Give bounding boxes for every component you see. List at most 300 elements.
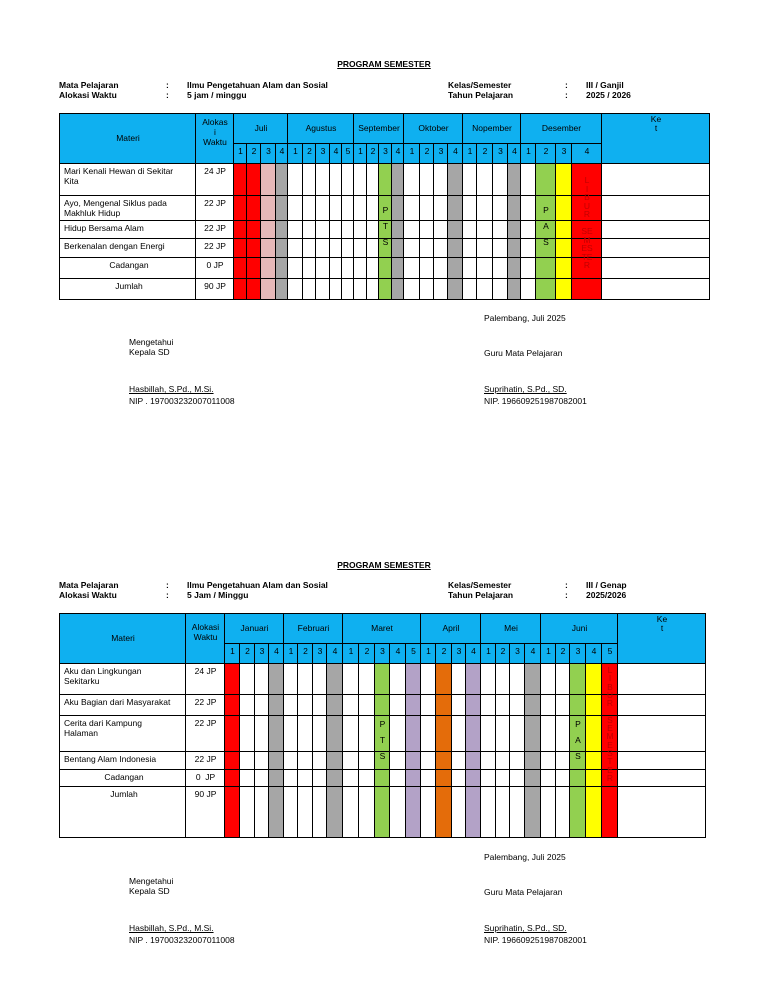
schedule-cell	[261, 239, 276, 258]
schedule-cell	[234, 164, 247, 196]
week-number: 4	[584, 146, 590, 156]
week-number: 1	[293, 146, 298, 156]
pts-label: P T S	[382, 205, 389, 247]
schedule-cell	[448, 258, 463, 279]
jp-text: 22 JP	[194, 754, 217, 764]
schedule-cell	[276, 164, 288, 196]
schedule-cell	[327, 752, 343, 770]
schedule-cell	[556, 695, 570, 716]
schedule-cell	[404, 196, 420, 221]
schedule-cell	[276, 258, 288, 279]
schedule-cell	[496, 664, 510, 695]
ket-cell	[602, 258, 710, 279]
schedule-cell	[493, 239, 508, 258]
schedule-cell	[303, 239, 316, 258]
schedule-cell	[354, 279, 367, 300]
schedule-cell	[284, 716, 298, 752]
schedule-cell	[276, 239, 288, 258]
schedule-cell	[288, 196, 303, 221]
schedule-cell	[269, 752, 284, 770]
schedule-cell	[541, 752, 556, 770]
schedule-cell	[463, 279, 477, 300]
schedule-cell	[342, 196, 354, 221]
schedule-cell	[434, 221, 448, 239]
jp-text: 90 JP	[204, 281, 226, 291]
ket-cell	[618, 716, 706, 752]
schedule-cell	[342, 164, 354, 196]
header-ket-label: Ke t	[650, 114, 662, 133]
kepala-name: Hasbillah, S.Pd., M.Si.	[129, 384, 214, 394]
schedule-cell	[284, 787, 298, 838]
schedule-cell	[327, 664, 343, 695]
schedule-cell	[477, 196, 493, 221]
schedule-cell	[525, 752, 541, 770]
schedule-cell	[541, 716, 556, 752]
ket-cell	[618, 664, 706, 695]
ket-cell	[618, 787, 706, 838]
schedule-cell	[303, 258, 316, 279]
alokasi-value: 5 jam / minggu	[187, 90, 247, 100]
schedule-cell	[313, 752, 327, 770]
mapel-label: Mata Pelajaran	[59, 580, 119, 590]
schedule-cell	[420, 258, 434, 279]
schedule-cell	[452, 716, 466, 752]
schedule-cell	[448, 221, 463, 239]
week-number: 1	[467, 146, 473, 156]
schedule-cell	[463, 258, 477, 279]
materi-text: Ayo, Mengenal Siklus pada Makhluk Hidup	[64, 198, 167, 218]
schedule-cell	[404, 164, 420, 196]
place-date: Palembang, Juli 2025	[484, 852, 566, 862]
schedule-cell	[452, 664, 466, 695]
materi-text: Mari Kenali Hewan di Sekitar Kita	[64, 166, 174, 186]
schedule-cell	[343, 716, 359, 752]
month-name: Oktober	[418, 123, 449, 133]
schedule-cell	[452, 695, 466, 716]
schedule-cell	[225, 695, 240, 716]
schedule-cell	[392, 258, 404, 279]
schedule-cell	[390, 695, 406, 716]
schedule-cell	[481, 716, 496, 752]
schedule-cell	[508, 239, 521, 258]
schedule-cell	[298, 716, 313, 752]
schedule-cell	[288, 258, 303, 279]
week-number: 3	[515, 646, 520, 656]
schedule-cell	[436, 695, 452, 716]
schedule-cell	[316, 258, 330, 279]
schedule-cell	[255, 695, 269, 716]
schedule-cell	[448, 164, 463, 196]
schedule-cell	[556, 258, 572, 279]
schedule-cell	[556, 716, 570, 752]
materi-text: Hidup Bersama Alam	[64, 223, 144, 233]
materi-text: Berkenalan dengan Energi	[64, 241, 165, 251]
schedule-cell	[406, 770, 421, 787]
week-number: 2	[303, 646, 308, 656]
tahun-value: 2025 / 2026	[586, 90, 631, 100]
week-number: 2	[245, 646, 250, 656]
ket-cell	[602, 279, 710, 300]
schedule-cell	[255, 716, 269, 752]
week-number: 2	[560, 646, 566, 656]
mengetahui: Mengetahui	[129, 337, 174, 347]
schedule-cell	[556, 770, 570, 787]
schedule-cell	[406, 752, 421, 770]
week-number: 1	[358, 146, 363, 156]
schedule-cell	[496, 752, 510, 770]
schedule-cell	[436, 716, 452, 752]
schedule-cell	[525, 695, 541, 716]
schedule-cell	[434, 279, 448, 300]
guru-label: Guru Mata Pelajaran	[484, 887, 563, 897]
schedule-cell	[404, 221, 420, 239]
schedule-cell	[392, 239, 404, 258]
week-number: 4	[471, 646, 476, 656]
schedule-cell	[477, 239, 493, 258]
schedule-cell	[330, 164, 342, 196]
schedule-cell	[359, 664, 375, 695]
jp-text: 24 JP	[194, 666, 217, 676]
kelas-label: Kelas/Semester	[448, 80, 512, 90]
kelas-value: III / Genap	[586, 580, 627, 590]
schedule-cell	[255, 664, 269, 695]
schedule-cell	[240, 752, 255, 770]
month-name: Juni	[571, 623, 588, 633]
week-number: 4	[395, 646, 401, 656]
schedule-cell	[525, 716, 541, 752]
schedule-cell	[225, 716, 240, 752]
schedule-cell	[330, 258, 342, 279]
colon: :	[166, 80, 169, 90]
schedule-cell	[434, 239, 448, 258]
guru-label: Guru Mata Pelajaran	[484, 348, 563, 358]
schedule-cell	[375, 664, 390, 695]
schedule-cell	[303, 221, 316, 239]
schedule-cell	[404, 239, 420, 258]
week-number: 4	[333, 146, 339, 156]
schedule-cell	[354, 164, 367, 196]
schedule-cell	[298, 787, 313, 838]
tahun-label: Tahun Pelajaran	[448, 590, 514, 600]
schedule-cell	[448, 196, 463, 221]
week-number: 4	[279, 146, 285, 156]
schedule-cell	[298, 752, 313, 770]
schedule-cell	[570, 695, 586, 716]
schedule-cell	[541, 695, 556, 716]
alokasi-value: 5 Jam / Minggu	[187, 590, 249, 600]
week-number: 2	[251, 146, 257, 156]
schedule-cell	[354, 239, 367, 258]
schedule-cell	[354, 221, 367, 239]
schedule-cell	[247, 164, 261, 196]
schedule-cell	[421, 695, 436, 716]
schedule-cell	[404, 258, 420, 279]
month-name: Mei	[504, 623, 518, 633]
schedule-cell	[255, 787, 269, 838]
schedule-cell	[448, 239, 463, 258]
schedule-cell	[570, 664, 586, 695]
schedule-cell	[406, 716, 421, 752]
alokasi-label: Alokasi Waktu	[59, 590, 117, 600]
schedule-cell	[313, 695, 327, 716]
tahun-value: 2025/2026	[586, 590, 627, 600]
schedule-cell	[525, 787, 541, 838]
schedule-cell	[493, 279, 508, 300]
schedule-cell	[234, 196, 247, 221]
schedule-cell	[261, 164, 276, 196]
week-number: 2	[500, 646, 506, 656]
schedule-cell	[586, 770, 602, 787]
schedule-cell	[392, 164, 404, 196]
schedule-cell	[359, 716, 375, 752]
schedule-cell	[379, 164, 392, 196]
schedule-cell	[261, 258, 276, 279]
schedule-cell	[234, 239, 247, 258]
schedule-cell	[508, 164, 521, 196]
schedule-cell	[343, 787, 359, 838]
week-number: 2	[307, 146, 312, 156]
schedule-cell	[225, 664, 240, 695]
schedule-cell	[521, 279, 536, 300]
schedule-cell	[276, 279, 288, 300]
schedule-cell	[420, 239, 434, 258]
colon: :	[565, 90, 568, 100]
week-number: 5	[345, 146, 351, 156]
schedule-cell	[421, 752, 436, 770]
schedule-cell	[240, 787, 255, 838]
schedule-cell	[493, 164, 508, 196]
ket-cell	[602, 196, 710, 221]
libur-label: L I B U R SE M ES TE R	[581, 175, 593, 270]
schedule-cell	[276, 221, 288, 239]
schedule-cell	[525, 770, 541, 787]
pts-label: P T S	[379, 719, 386, 761]
schedule-cell	[586, 716, 602, 752]
schedule-cell	[493, 258, 508, 279]
schedule-cell	[536, 164, 556, 196]
schedule-cell	[367, 239, 379, 258]
materi-text: Cadangan	[104, 772, 144, 782]
colon: :	[565, 580, 568, 590]
schedule-cell	[434, 196, 448, 221]
schedule-cell	[359, 752, 375, 770]
schedule-cell	[316, 279, 330, 300]
schedule-cell	[303, 196, 316, 221]
schedule-cell	[269, 664, 284, 695]
schedule-cell	[367, 221, 379, 239]
week-number: 1	[348, 646, 354, 656]
schedule-cell	[284, 770, 298, 787]
schedule-cell	[521, 221, 536, 239]
schedule-cell	[316, 164, 330, 196]
schedule-cell	[508, 279, 521, 300]
week-number: 3	[383, 146, 388, 156]
schedule-cell	[298, 664, 313, 695]
week-number: 4	[591, 646, 597, 656]
schedule-cell	[288, 239, 303, 258]
materi-text: Aku dan Lingkungan Sekitarku	[64, 666, 142, 686]
schedule-cell	[390, 664, 406, 695]
schedule-cell	[367, 164, 379, 196]
schedule-cell	[343, 664, 359, 695]
week-number: 3	[561, 146, 567, 156]
tahun-label: Tahun Pelajaran	[448, 90, 514, 100]
materi-text: Cadangan	[109, 260, 149, 270]
week-number: 3	[380, 646, 385, 656]
schedule-cell	[493, 196, 508, 221]
kelas-label: Kelas/Semester	[448, 580, 512, 590]
week-number: 4	[274, 646, 279, 656]
jp-text: 0 JP	[206, 260, 224, 270]
schedule-cell	[276, 196, 288, 221]
schedule-cell	[508, 196, 521, 221]
month-name: Januari	[240, 623, 269, 633]
jp-text: 0 JP	[195, 772, 216, 782]
schedule-cell	[541, 664, 556, 695]
schedule-cell	[303, 279, 316, 300]
schedule-cell	[420, 279, 434, 300]
schedule-cell	[261, 221, 276, 239]
schedule-cell	[327, 770, 343, 787]
schedule-cell	[463, 164, 477, 196]
schedule-cell	[477, 279, 493, 300]
schedule-cell	[556, 221, 572, 239]
schedule-cell	[261, 279, 276, 300]
kepala-label: Kepala SD	[129, 347, 170, 357]
header-ket-label: Ke t	[656, 614, 668, 633]
schedule-cell	[556, 239, 572, 258]
schedule-cell	[463, 221, 477, 239]
schedule-cell	[247, 239, 261, 258]
schedule-cell	[496, 787, 510, 838]
schedule-cell	[466, 664, 481, 695]
schedule-cell	[261, 196, 276, 221]
schedule-cell	[342, 279, 354, 300]
schedule-cell	[525, 664, 541, 695]
week-number: 3	[498, 146, 503, 156]
schedule-cell	[510, 770, 525, 787]
jp-text: 22 JP	[204, 241, 226, 251]
schedule-cell	[452, 787, 466, 838]
schedule-cell	[327, 695, 343, 716]
schedule-cell	[481, 664, 496, 695]
kepala-name: Hasbillah, S.Pd., M.Si.	[129, 923, 214, 933]
schedule-cell	[247, 279, 261, 300]
schedule-cell	[247, 221, 261, 239]
schedule-cell	[466, 770, 481, 787]
schedule-cell	[392, 279, 404, 300]
schedule-cell	[330, 221, 342, 239]
schedule-cell	[313, 664, 327, 695]
schedule-cell	[406, 695, 421, 716]
week-number: 3	[456, 646, 462, 656]
schedule-cell	[452, 752, 466, 770]
week-number: 5	[607, 646, 613, 656]
schedule-cell	[541, 770, 556, 787]
month-name: Nopember	[472, 123, 512, 133]
pas-label: P A S	[543, 205, 549, 247]
materi-text: Cerita dari Kampung Halaman	[64, 718, 142, 738]
mapel-label: Mata Pelajaran	[59, 80, 119, 90]
schedule-cell	[510, 752, 525, 770]
schedule-cell	[288, 164, 303, 196]
schedule-cell	[225, 752, 240, 770]
schedule-cell	[247, 196, 261, 221]
week-number: 3	[320, 146, 326, 156]
ket-cell	[602, 221, 710, 239]
schedule-cell	[269, 787, 284, 838]
schedule-cell	[240, 695, 255, 716]
week-number: 2	[441, 646, 447, 656]
schedule-cell	[556, 196, 572, 221]
schedule-cell	[234, 279, 247, 300]
schedule-cell	[298, 695, 313, 716]
schedule-cell	[510, 787, 525, 838]
month-name: Februari	[297, 623, 330, 633]
schedule-cell	[586, 787, 602, 838]
week-number: 3	[438, 146, 444, 156]
schedule-cell	[390, 752, 406, 770]
schedule-cell	[269, 695, 284, 716]
schedule-cell	[508, 258, 521, 279]
week-number: 2	[424, 146, 430, 156]
schedule-cell	[316, 239, 330, 258]
ket-cell	[618, 695, 706, 716]
schedule-cell	[448, 279, 463, 300]
month-name: Agustus	[305, 123, 337, 133]
schedule-cell	[434, 164, 448, 196]
jp-text: 90 JP	[194, 789, 217, 799]
schedule-cell	[420, 164, 434, 196]
schedule-cell	[330, 279, 342, 300]
month-name: Maret	[371, 623, 393, 633]
schedule-cell	[466, 787, 481, 838]
schedule-cell	[556, 279, 572, 300]
materi-text: Aku Bagian dari Masyarakat	[64, 697, 171, 707]
materi-text: Bentang Alam Indonesia	[64, 754, 157, 764]
schedule-cell	[496, 716, 510, 752]
week-number: 2	[370, 146, 376, 156]
schedule-cell	[327, 787, 343, 838]
schedule-cell	[342, 239, 354, 258]
schedule-cell	[477, 221, 493, 239]
pas-label: P A S	[575, 719, 581, 761]
materi-text: Jumlah	[110, 789, 138, 799]
kepala-nip: NIP . 197003232007011008	[129, 396, 235, 406]
schedule-cell	[327, 716, 343, 752]
week-number: 1	[230, 646, 235, 656]
schedule-cell	[316, 196, 330, 221]
week-number: 4	[530, 646, 536, 656]
month-name: April	[442, 623, 460, 633]
week-number: 4	[512, 146, 517, 156]
schedule-cell	[481, 752, 496, 770]
schedule-cell	[342, 221, 354, 239]
week-number: 4	[395, 146, 401, 156]
kepala-label: Kepala SD	[129, 886, 170, 896]
month-name: Juli	[254, 123, 268, 133]
schedule-cell	[556, 752, 570, 770]
week-number: 3	[575, 646, 581, 656]
schedule-cell	[225, 787, 240, 838]
schedule-cell	[284, 695, 298, 716]
kelas-value: III / Ganjil	[586, 80, 624, 90]
week-number: 1	[546, 646, 551, 656]
schedule-cell	[463, 239, 477, 258]
guru-nip: NIP. 196609251987082001	[484, 396, 587, 406]
schedule-cell	[240, 716, 255, 752]
schedule-cell	[313, 770, 327, 787]
